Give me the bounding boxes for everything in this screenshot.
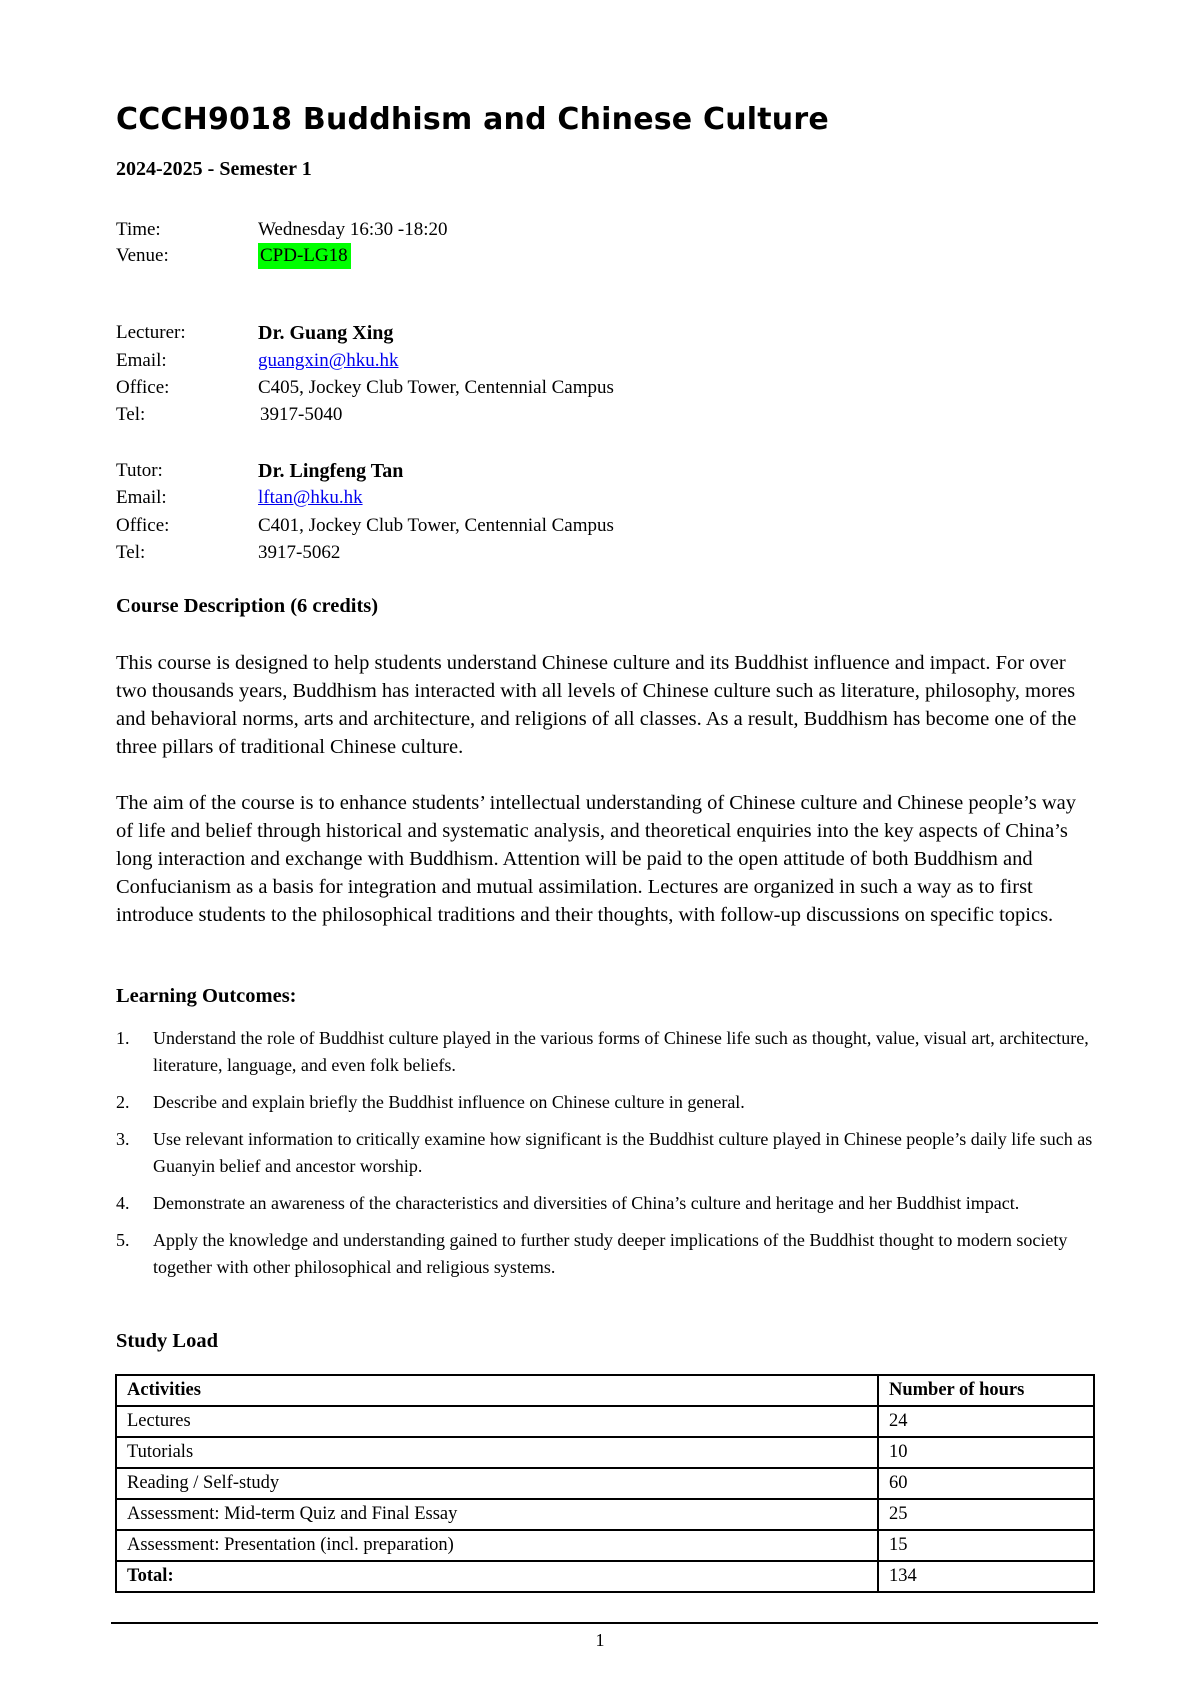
table-total-row xyxy=(116,1561,1094,1592)
table-row: Lectures 24 xyxy=(116,1406,1094,1437)
tutor-name: Dr. Lingfeng Tan xyxy=(258,460,404,482)
lecturer-office: C405, Jockey Club Tower, Centennial Campus xyxy=(258,377,614,398)
total-label: Total: xyxy=(116,1561,878,1592)
lecturer-name: Dr. Guang Xing xyxy=(258,322,394,344)
lecturer-tel-label: Tel: xyxy=(116,404,146,425)
page-number: 1 xyxy=(595,1630,605,1650)
time-label: Time: xyxy=(116,219,161,240)
table-row: Assessment: Presentation (incl. preparation) 15 xyxy=(116,1530,1094,1561)
lecturer-email-label: Email: xyxy=(116,350,167,371)
table-row: Reading / Self-study 60 xyxy=(116,1468,1094,1499)
column-header-activities: Activities xyxy=(116,1375,878,1406)
list-item: 1. Understand the role of Buddhist culture played in the various forms of Chinese life such as thought, value, visual art, architecture, literature, language, and even folk beliefs. xyxy=(116,1028,1089,1075)
learning-outcomes-list xyxy=(116,1025,1096,1291)
tutor-label: Tutor: xyxy=(116,460,163,481)
total-value: 134 xyxy=(878,1561,1094,1592)
course-aim-paragraph: The aim of the course is to enhance students’ intellectual understanding of Chinese culture and Chinese people’s way of life and belief through historical and systematic analysis, and theoretical enquiries into the key aspects of China’s long interaction and exchange with Buddhism. Attention will be paid to the open attitude of both Buddhism and Confucianism as a basis for integration and mutual assimilation. Lectures are organized in such a way as to first introduce students to the philosophical traditions and their thoughts, with follow-up discussions on specific topics. xyxy=(116,792,1076,926)
column-header-hours: Number of hours xyxy=(878,1375,1094,1406)
tutor-tel: 3917-5062 xyxy=(258,542,341,563)
table-row: Assessment: Mid-term Quiz and Final Essay 25 xyxy=(116,1499,1094,1530)
learning-outcomes-heading: Learning Outcomes: xyxy=(116,985,297,1007)
lecturer-label: Lecturer: xyxy=(116,322,186,343)
semester-label: 2024-2025 - Semester 1 xyxy=(116,158,312,180)
tutor-tel-label: Tel: xyxy=(116,542,146,563)
list-item: 2. Describe and explain briefly the Buddhist influence on Chinese culture in general. xyxy=(116,1092,745,1112)
study-load-table xyxy=(115,1374,1095,1593)
list-item: 3. Use relevant information to critically examine how significant is the Buddhist culture played in Chinese people’s daily life such as Guanyin belief and ancestor worship. xyxy=(116,1129,1093,1176)
tutor-email-label: Email: xyxy=(116,487,167,508)
list-item: 5. Apply the knowledge and understanding gained to further study deeper implications of the Buddhist thought to modern society together with other philosophical and religious systems. xyxy=(116,1230,1068,1277)
tutor-office-label: Office: xyxy=(116,515,170,536)
venue-label: Venue: xyxy=(116,245,169,266)
venue-value: CPD-LG18 xyxy=(258,243,351,269)
list-item: 4. Demonstrate an awareness of the characteristics and diversities of China’s culture and heritage and her Buddhist impact. xyxy=(116,1193,1020,1213)
course-description-heading: Course Description (6 credits) xyxy=(116,595,379,617)
course-title: CCCH9018 Buddhism and Chinese Culture xyxy=(116,102,829,137)
tutor-email-link[interactable]: lftan@hku.hk xyxy=(258,487,363,508)
lecturer-office-label: Office: xyxy=(116,377,170,398)
footer-divider xyxy=(111,1622,1098,1624)
lecturer-tel: 3917-5040 xyxy=(260,404,343,425)
lecturer-email-link[interactable]: guangxin@hku.hk xyxy=(258,350,399,371)
study-load-heading: Study Load xyxy=(116,1330,218,1352)
tutor-office: C401, Jockey Club Tower, Centennial Campus xyxy=(258,515,614,536)
course-description-paragraph: This course is designed to help students understand Chinese culture and its Buddhist influence and impact. For over two thousands years, Buddhism has interacted with all levels of Chinese culture such as literature, philosophy, mores and behavioral norms, arts and architecture, and religions of all classes. As a result, Buddhism has become one of the three pillars of traditional Chinese culture. xyxy=(116,652,1077,758)
table-header-row xyxy=(116,1375,1094,1406)
time-value: Wednesday 16:30 -18:20 xyxy=(258,219,448,240)
table-row: Tutorials 10 xyxy=(116,1437,1094,1468)
